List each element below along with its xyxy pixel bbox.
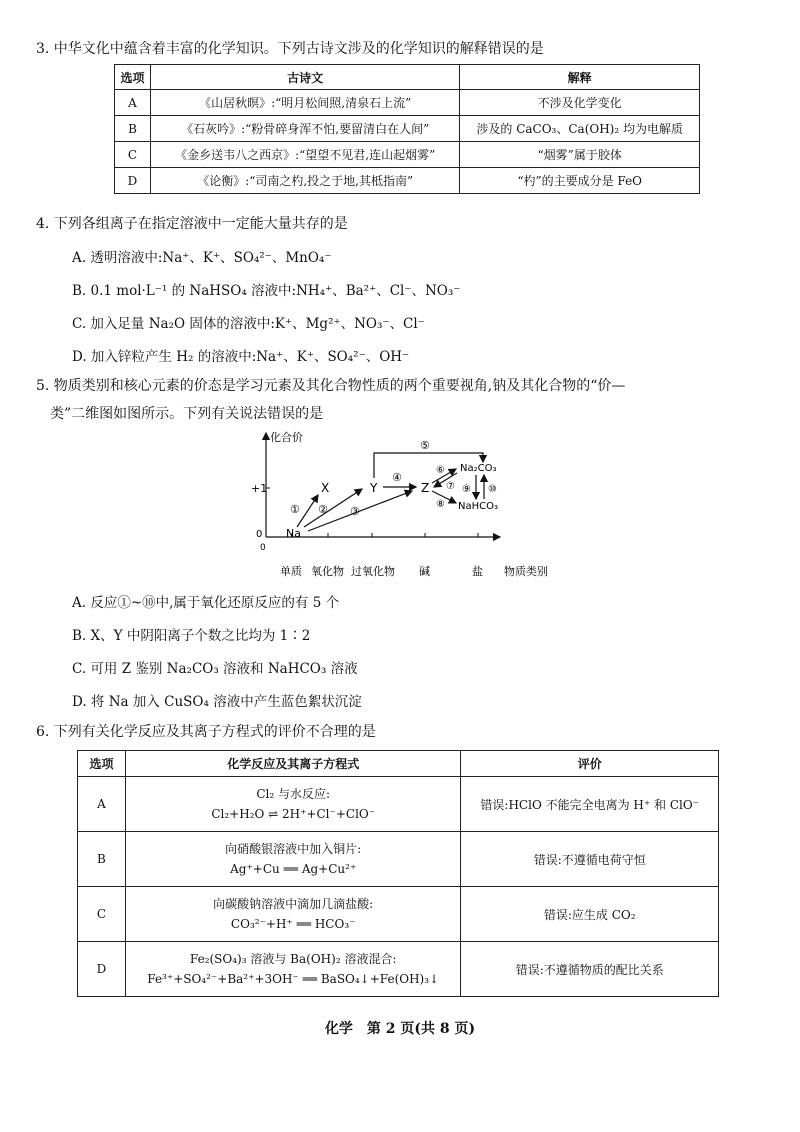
row-poem: 《论衡》:“司南之杓,投之于地,其柢指南” [150, 168, 459, 194]
header-poem: 古诗文 [150, 65, 459, 90]
x-label-peroxide: 过氧化物 [351, 565, 395, 578]
table-row [78, 832, 719, 887]
arrow-1 [297, 495, 318, 527]
reaction-description: Fe₂(SO₄)₃ 溶液与 Ba(OH)₂ 溶液混合: [189, 952, 397, 966]
row-poem: 《石灰吟》:“粉骨碎身浑不怕,要留清白在人间” [150, 116, 459, 142]
question-5-option-a: A. 反应①~⑩中,属于氧化还原反应的有 5 个 [72, 595, 340, 611]
question-3-table [114, 64, 700, 194]
table-row [115, 90, 700, 116]
ionic-equation: CO₃²⁻+H⁺ ══ HCO₃⁻ [230, 917, 356, 931]
ionic-equation: Ag⁺+Cu ══ Ag+Cu²⁺ [230, 862, 357, 876]
row-explanation: 不涉及化学变化 [460, 90, 700, 116]
ionic-equation: Cl₂+H₂O ⇌ 2H⁺+Cl⁻+ClO⁻ [211, 807, 376, 821]
row-evaluation: 错误:应生成 CO₂ [461, 887, 719, 942]
x-label-oxide: 氧化物 [311, 565, 344, 578]
ionic-equation: Fe³⁺+SO₄²⁻+Ba²⁺+3OH⁻ ══ BaSO₄↓+Fe(OH)₃↓ [147, 972, 440, 986]
species-x: X [321, 481, 330, 495]
question-6-stem: 6. 下列有关化学反应及其离子方程式的评价不合理的是 [36, 724, 376, 740]
valence-category-diagram [240, 425, 570, 585]
table-row [115, 142, 700, 168]
row-explanation: 涉及的 CaCO₃、Ca(OH)₂ 均为电解质 [460, 116, 700, 142]
reaction-label-2: ② [318, 503, 328, 516]
question-4-option-a: A. 透明溶液中:Na⁺、K⁺、SO₄²⁻、MnO₄⁻ [72, 250, 332, 266]
reaction-label-6: ⑥ [436, 465, 445, 476]
page-footer: 化学 第 2 页(共 8 页) [324, 1021, 476, 1037]
question-6-table [77, 750, 719, 997]
question-3-stem: 3. 中华文化中蕴含着丰富的化学知识。下列古诗文涉及的化学知识的解释错误的是 [36, 41, 544, 57]
species-na2co3: Na₂CO₃ [460, 463, 497, 474]
y-tick-zero: 0 [256, 529, 263, 540]
row-explanation: “烟雾”属于胶体 [460, 142, 700, 168]
header-reaction: 化学反应及其离子方程式 [125, 751, 461, 777]
row-option: D [78, 942, 126, 997]
question-4-option-b: B. 0.1 mol·L⁻¹ 的 NaHSO₄ 溶液中:NH₄⁺、Ba²⁺、Cl⁻、NO₃⁻ [72, 283, 461, 299]
reaction-label-10: ⑩ [488, 484, 497, 495]
x-origin: 0 [260, 543, 266, 553]
y-axis-title: 化合价 [270, 431, 303, 444]
reaction-label-1: ① [290, 503, 300, 516]
table-header-row [78, 751, 719, 777]
question-4-stem: 4. 下列各组离子在指定溶液中一定能大量共存的是 [36, 216, 348, 232]
question-4-option-c: C. 加入足量 Na₂O 固体的溶液中:K⁺、Mg²⁺、NO₃⁻、Cl⁻ [72, 316, 425, 332]
row-poem: 《山居秋暝》:“明月松间照,清泉石上流” [150, 90, 459, 116]
question-5-option-d: D. 将 Na 加入 CuSO₄ 溶液中产生蓝色絮状沉淀 [72, 694, 362, 710]
question-5-option-b: B. X、Y 中阴阳离子个数之比均为 1∶2 [72, 628, 311, 644]
row-option: C [115, 142, 151, 168]
table-row [115, 168, 700, 194]
table-row [115, 116, 700, 142]
table-row [78, 777, 719, 832]
y-tick-plus1: +1 [251, 482, 268, 495]
reaction-label-3: ③ [350, 505, 360, 518]
row-option: A [78, 777, 126, 832]
table-row [78, 887, 719, 942]
row-poem: 《金乡送韦八之西京》:“望望不见君,连山起烟雾” [150, 142, 459, 168]
question-5-option-c: C. 可用 Z 鉴别 Na₂CO₃ 溶液和 NaHCO₃ 溶液 [72, 661, 358, 677]
table-header-row [115, 65, 700, 90]
reaction-label-4: ④ [392, 471, 402, 484]
row-option: D [115, 168, 151, 194]
species-y: Y [370, 481, 378, 495]
reaction-label-5: ⑤ [420, 439, 430, 452]
reaction-description: 向硝酸银溶液中加入铜片: [225, 842, 362, 856]
question-5-stem-line2: 类”二维图如图所示。下列有关说法错误的是 [50, 406, 324, 422]
row-explanation: “杓”的主要成分是 FeO [460, 168, 700, 194]
species-nahco3: NaHCO₃ [458, 501, 498, 512]
row-evaluation: 错误:HClO 不能完全电离为 H⁺ 和 ClO⁻ [461, 777, 719, 832]
row-option: C [78, 887, 126, 942]
row-evaluation: 错误:不遵循电荷守恒 [461, 832, 719, 887]
x-label-base: 碱 [419, 565, 430, 578]
x-label-salt: 盐 [472, 565, 483, 578]
header-option: 选项 [78, 751, 126, 777]
species-na: Na [286, 527, 301, 540]
row-evaluation: 错误:不遵循物质的配比关系 [461, 942, 719, 997]
x-axis-title: 物质类别 [504, 565, 548, 578]
reaction-description: Cl₂ 与水反应: [256, 787, 331, 801]
question-4-option-d: D. 加入锌粒产生 H₂ 的溶液中:Na⁺、K⁺、SO₄²⁻、OH⁻ [72, 349, 410, 365]
row-option: A [115, 90, 151, 116]
reaction-label-9: ⑨ [462, 484, 471, 495]
reaction-description: 向碳酸钠溶液中滴加几滴盐酸: [213, 897, 374, 911]
reaction-label-8: ⑧ [436, 499, 445, 510]
header-evaluation: 评价 [461, 751, 719, 777]
reaction-label-7: ⑦ [446, 481, 455, 492]
row-option: B [78, 832, 126, 887]
header-explanation: 解释 [460, 65, 700, 90]
species-z: Z [421, 481, 430, 495]
header-option: 选项 [115, 65, 151, 90]
row-option: B [115, 116, 151, 142]
table-row [78, 942, 719, 997]
question-5-stem-line1: 5. 物质类别和核心元素的价态是学习元素及其化合物性质的两个重要视角,钠及其化合物的“价— [36, 378, 626, 394]
x-label-element: 单质 [280, 565, 302, 578]
